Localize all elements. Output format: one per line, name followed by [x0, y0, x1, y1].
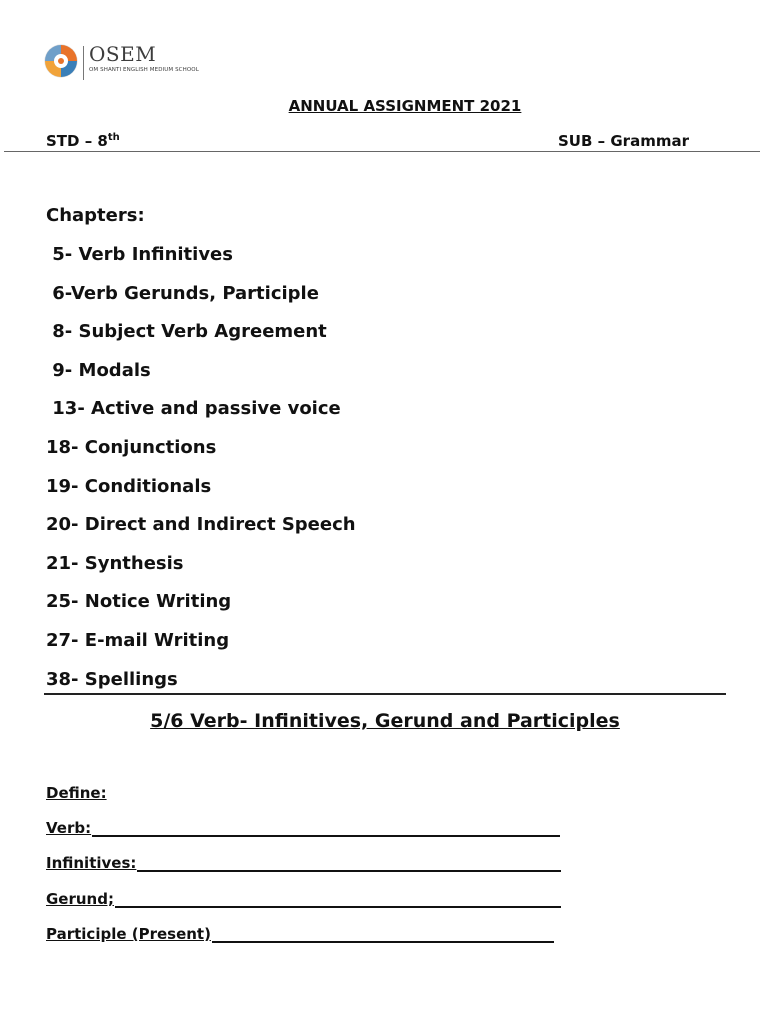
chapter-item: 21- Synthesis — [46, 552, 184, 574]
answer-blank[interactable] — [92, 821, 560, 837]
school-logo — [44, 42, 214, 84]
field-label: Participle (Present) — [46, 925, 211, 943]
chapter-item: 13- Active and passive voice — [46, 398, 341, 420]
chapter-item: 5- Verb Infinitives — [46, 244, 233, 265]
page-title: ANNUAL ASSIGNMENT 2021 — [288, 97, 522, 115]
chapter-item: 20- Direct and Indirect Speech — [46, 514, 356, 536]
subject-label: SUB – Grammar — [558, 132, 689, 150]
field-label: Verb: — [46, 819, 92, 837]
logo-subtitle: OM SHANTI ENGLISH MEDIUM SCHOOL — [89, 67, 199, 73]
participle-field — [46, 925, 554, 943]
chapter-item: 25- Notice Writing — [46, 591, 232, 613]
infinitives-field — [46, 854, 561, 872]
verb-field — [46, 819, 560, 837]
std-label — [46, 132, 120, 150]
std-text: STD – 8 — [46, 132, 108, 150]
std-superscript: th — [107, 132, 120, 143]
chapter-item: 38- Spellings — [46, 668, 178, 690]
header-rule — [4, 151, 760, 152]
chapter-item: 27- E-mail Writing — [46, 629, 230, 651]
answer-blank[interactable] — [212, 927, 554, 943]
answer-blank[interactable] — [137, 856, 561, 872]
logo-name: OSEM — [89, 42, 157, 66]
logo-divider — [83, 46, 84, 80]
define-label: Define: — [46, 784, 107, 802]
section-heading: 5/6 Verb- Infinitives, Gerund and Participles — [150, 710, 620, 732]
chapter-list — [46, 244, 356, 707]
chapter-item: 9- Modals — [46, 359, 151, 381]
chapter-item: 8- Subject Verb Agreement — [46, 321, 327, 343]
gerund-field — [46, 890, 561, 908]
chapter-item: 19- Conditionals — [46, 475, 212, 497]
chapter-item: 6-Verb Gerunds, Participle — [46, 282, 319, 304]
section-divider — [44, 693, 726, 695]
chapter-item: 18- Conjunctions — [46, 436, 217, 458]
field-label: Infinitives: — [46, 854, 137, 872]
field-label: Gerund; — [46, 890, 114, 908]
chapters-heading: Chapters: — [46, 205, 145, 226]
school-emblem-icon — [44, 44, 78, 78]
answer-blank[interactable] — [115, 892, 561, 908]
